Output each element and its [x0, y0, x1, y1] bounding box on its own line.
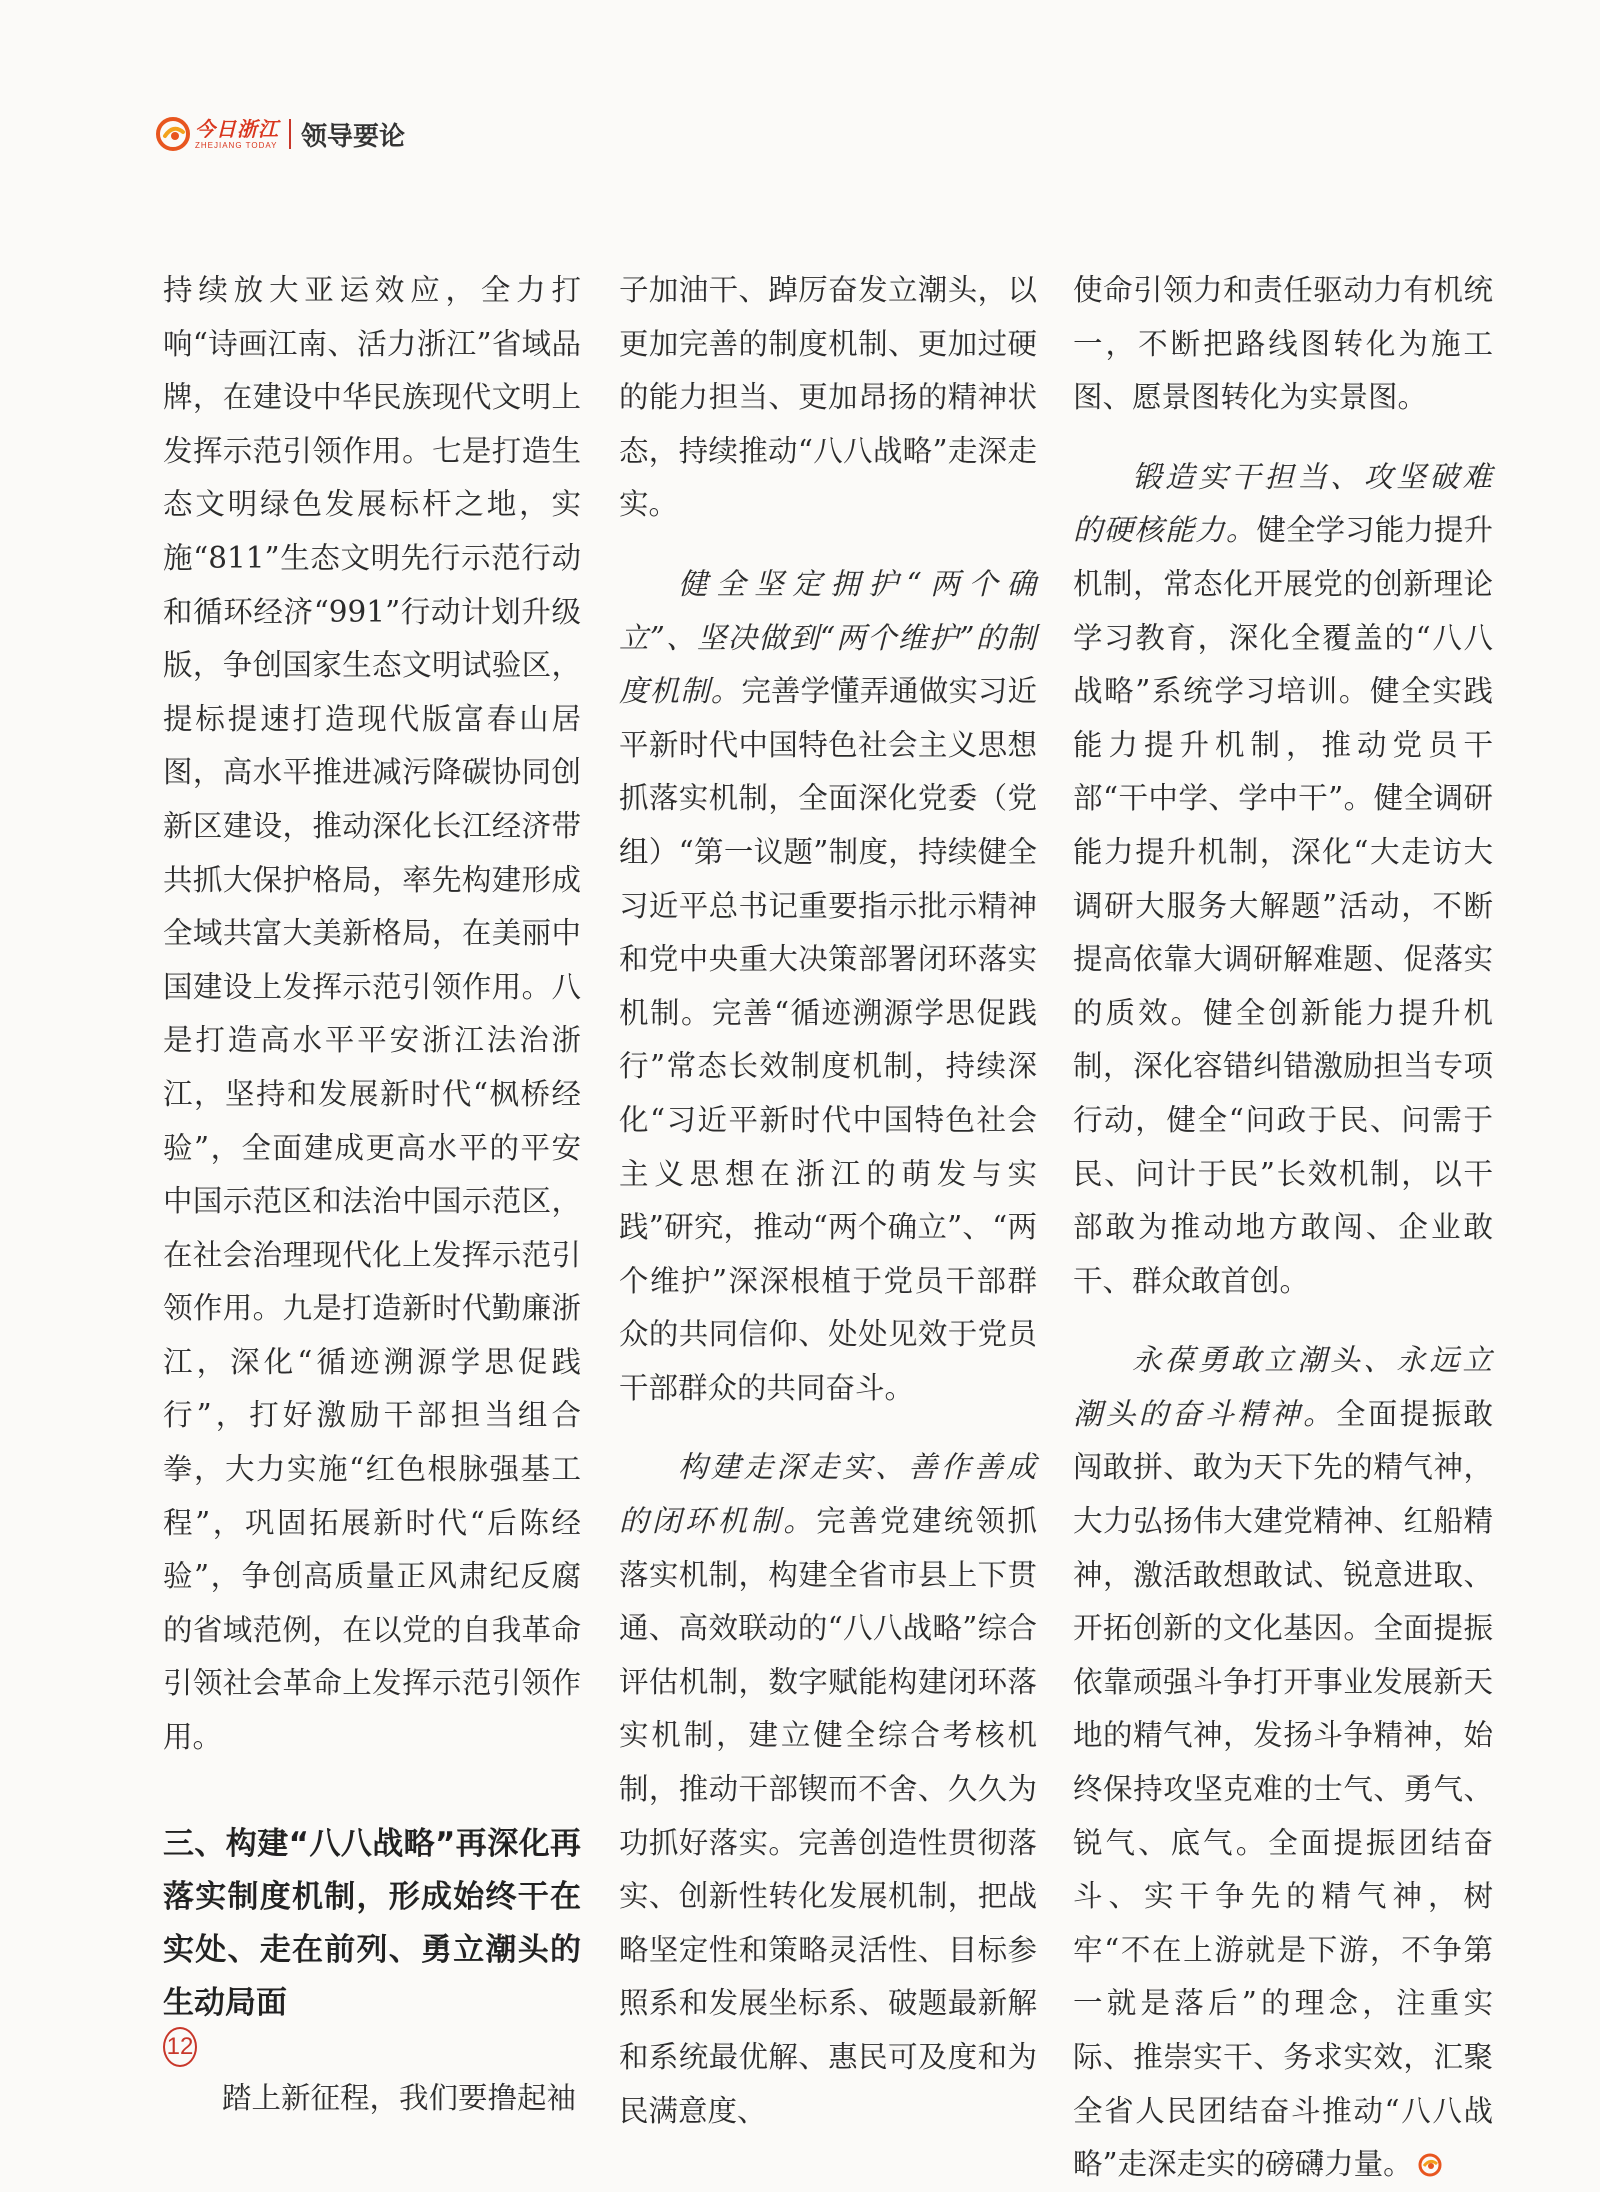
text-column-3: [1073, 264, 1493, 2192]
paragraph: 踏上新征程，我们要撸起袖: [222, 2080, 577, 2115]
paragraph: 持续放大亚运效应，全力打响“诗画江南、活力浙江”省域品牌，在建设中华民族现代文明上发挥示范引领作用。七是打造生态文明绿色发展标杆之地，实施“811”生态文明先行示范行动和循环经济“991”行动计划升级版，争创国家生态文明试验区，提标提速打造现代版富春山居图，高水平推进减污降碳协同创新区建设，推动深化长江经济带共抓大保护格局，率先构建形成全域共富大美新格局，在美丽中国建设上发挥示范引领作用。八是打造高水平平安浙江法治浙江，坚持和发展新时代“枫桥经验”，全面建成更高水平的平安中国示范区和法治中国示范区，在社会治理现代化上发挥示范引领作用。九是打造新时代勤廉浙江，深化“循迹溯源学思促践行”，打好激励干部担当组合拳，大力实施“红色根脉强基工程”，巩固拓展新时代“后陈经验”，争创高质量正风肃纪反腐的省域范例，在以党的自我革命引领社会革命上发挥示范引领作用。: [163, 273, 581, 1755]
page-header: [155, 112, 405, 156]
paragraph: 子加油干、踔厉奋发立潮头，以更加完善的制度机制、更加过硬的能力担当、更加昂扬的精神状态，持续推动“八八战略”走深走实。: [619, 273, 1037, 522]
paragraph: [1073, 1334, 1493, 2192]
header-divider: [289, 119, 291, 149]
text-column-1: [163, 264, 581, 2125]
page-number: 12: [163, 2027, 197, 2067]
sun-swirl-logo-icon: [155, 116, 191, 152]
paragraph-body: 完善党建统领抓落实机制，构建全省市县上下贯通、高效联动的“八八战略”综合评估机制，数字赋能构建闭环落实机制，建立健全综合考核机制，推动干部锲而不舍、久久为功抓好落实。完善创造性贯彻落实、创新性转化发展机制，把战略坚定性和策略灵活性、目标参照系和发展坐标系、破题最新解和系统最优解、惠民可及度和为民满意度、: [619, 1504, 1037, 2128]
logo-english-text: ZHEJIANG TODAY: [195, 140, 278, 150]
paragraph-lead: 构建走深走实、善作善成的闭环机制。: [619, 1450, 1037, 1539]
publication-logo: [155, 116, 279, 152]
paragraph: [619, 558, 1037, 1416]
paragraph-body: 全面提振敢闯敢拼、敢为天下先的精气神，大力弘扬伟大建党精神、红船精神，激活敢想敢试、锐意进取、开拓创新的文化基因。全面提振依靠顽强斗争打开事业发展新天地的精气神，发扬斗争精神，始终保持攻坚克难的士气、勇气、锐气、底气。全面提振团结奋斗、实干争先的精气神，树牢“不在上游就是下游，不争第一就是落后”的理念，注重实际、推崇实干、务求实效，汇聚全省人民团结奋斗推动“八八战略”走深走实的磅礴力量。: [1073, 1396, 1493, 2182]
paragraph: 使命引领力和责任驱动力有机统一，不断把路线图转化为施工图、愿景图转化为实景图。: [1073, 273, 1493, 415]
paragraph-lead: 锻造实干担当、攻坚破难的硬核能力。: [1073, 459, 1493, 548]
text-column-2: [619, 264, 1037, 2138]
paragraph-body: 健全学习能力提升机制，常态化开展党的创新理论学习教育，深化全覆盖的“八八战略”系统学习培训。健全实践能力提升机制，推动党员干部“干中学、学中干”。健全调研能力提升机制，深化“大走访大调研大服务大解题”活动，不断提高依靠大调研解难题、促落实的质效。健全创新能力提升机制，深化容错纠错激励担当专项行动，健全“问政于民、问需于民、问计于民”长效机制，以干部敢为推动地方敢闯、企业敢干、群众敢首创。: [1073, 513, 1493, 1298]
logo-chinese-text: 今日浙江: [195, 116, 279, 141]
paragraph-body: 完善学懂弄通做实习近平新时代中国特色社会主义思想抓落实机制，全面深化党委（党组）“第一议题”制度，持续健全习近平总书记重要指示批示精神和党中央重大决策部署闭环落实机制。完善“循迹溯源学思促践行”常态长效制度机制，持续深化“习近平新时代中国特色社会主义思想在浙江的萌发与实践”研究，推动“两个确立”、“两个维护”深深根植于党员干部群众的共同信仰、处处见效于党员干部群众的共同奋斗。: [619, 674, 1037, 1405]
section-title: 领导要论: [301, 121, 406, 152]
end-mark-icon: [1417, 2152, 1443, 2178]
paragraph: [619, 1441, 1037, 2138]
paragraph: [1073, 451, 1493, 1309]
paragraph-lead: 永葆勇敢立潮头、永远立潮头的奋斗精神。: [1073, 1343, 1493, 1431]
paragraph-lead: 健全坚定拥护“两个确立”、坚决做到“两个维护”的制度机制。: [619, 566, 1037, 709]
section-heading: 三、构建“八八战略”再深化再落实制度机制，形成始终干在实处、走在前列、勇立潮头的生动局面: [163, 1825, 581, 2021]
